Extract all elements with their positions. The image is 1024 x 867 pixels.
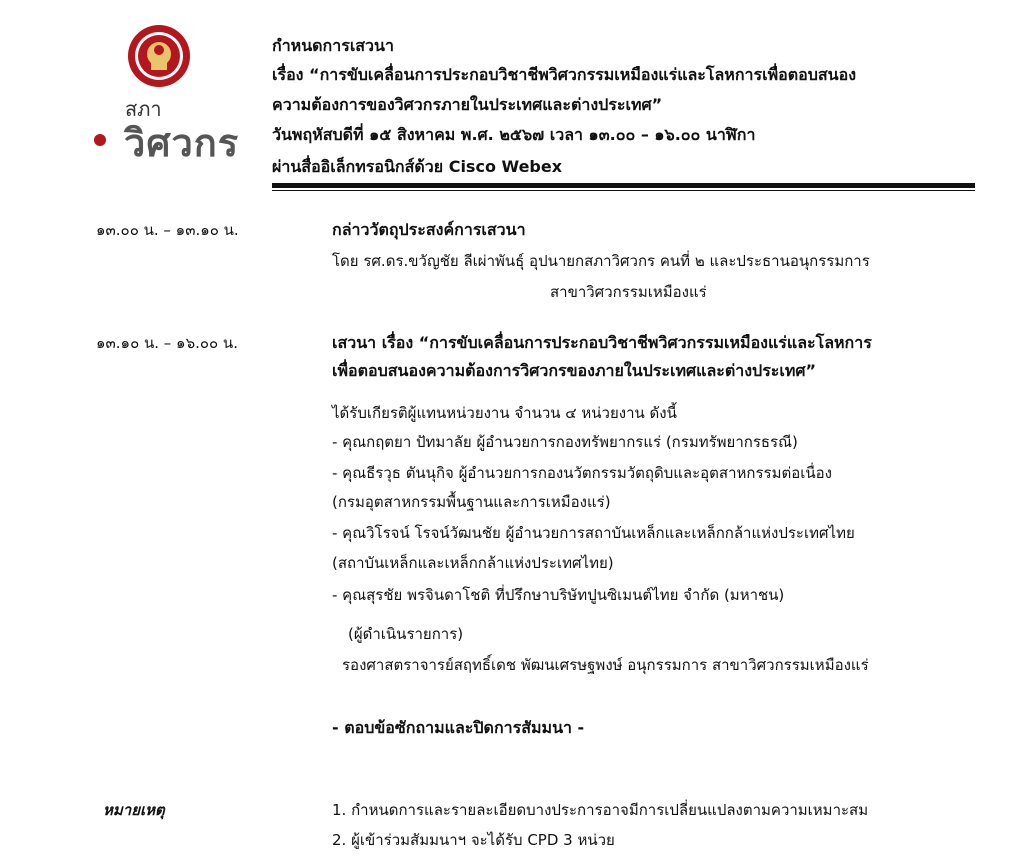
moderator-name: รองศาสตราจารย์สฤทธิ์เดช พัฒนเศรษฐพงษ์ อนุกรรมการ สาขาวิศวกรรมเหมืองแร่ [342,656,869,674]
schedule-time-2: ๑๓.๑๐ น. – ๑๖.๐๐ น. [96,334,238,352]
speaker-item: - คุณวิโรจน์ โรจน์วัฒนชัย ผู้อำนวยการสถาบันเหล็กและเหล็กกล้าแห่งประเทศไทย [332,524,855,542]
speaker-item: - คุณธีรวุธ ตันนุกิจ ผู้อำนวยการกองนวัตกรรมวัตถุดิบและอุตสาหกรรมต่อเนื่อง [332,464,832,482]
schedule-title-1: กล่าววัตถุประสงค์การเสวนา [332,220,526,239]
note-item: 2. ผู้เข้าร่วมสัมมนาฯ จะได้รับ CPD 3 หน่วย [332,831,615,849]
notes-label: หมายเหตุ [103,801,165,819]
schedule-speaker-1-cont: สาขาวิศวกรรมเหมืองแร่ [550,283,707,301]
speaker-item-cont: (กรมอุตสาหกรรมพื้นฐานและการเหมืองแร่) [332,493,611,511]
header-rule-thick [272,183,975,188]
speaker-item: - คุณกฤตยา ปัทมาลัย ผู้อำนวยการกองทรัพยากรแร่ (กรมทรัพยากรธรณี) [332,433,798,451]
moderator-label: (ผู้ดำเนินรายการ) [348,625,464,643]
header-date: วันพฤหัสบดีที่ ๑๕ สิงหาคม พ.ศ. ๒๕๖๗ เวลา ๑๓.๐๐ – ๑๖.๐๐ นาฬิกา [272,125,756,144]
closing-session: - ตอบข้อซักถามและปิดการสัมมนา - [332,718,585,737]
schedule-time-1: ๑๓.๐๐ น. – ๑๓.๑๐ น. [96,221,239,239]
note-item: 1. กำหนดการและรายละเอียดบางประการอาจมีการเปลี่ยนแปลงตามความเหมาะสม [332,801,869,819]
header-subject: เรื่อง “การขับเคลื่อนการประกอบวิชาชีพวิศวกรรมเหมืองแร่และโลหการเพื่อตอบสนอง [272,65,857,84]
header-rule-thin [272,190,975,191]
speaker-item: - คุณสุรชัย พรจินดาโชติ ที่ปรึกษาบริษัทปูนซิเมนต์ไทย จำกัด (มหาชน) [332,586,785,604]
header-platform: ผ่านสื่ออิเล็กทรอนิกส์ด้วย Cisco Webex [272,157,563,176]
logo-dot [94,134,106,146]
logo-text-wisawakorn: วิศวกร [124,121,240,165]
speakers-intro: ได้รับเกียรติผู้แทนหน่วยงาน จำนวน ๔ หน่วยงาน ดังนี้ [332,404,677,422]
schedule-title-2: เสวนา เรื่อง “การขับเคลื่อนการประกอบวิชาชีพวิศวกรรมเหมืองแร่และโลหการ [332,333,872,352]
schedule-title-2-cont: เพื่อตอบสนองความต้องการวิศวกรของภายในประเทศและต่างประเทศ” [332,361,817,380]
council-seal-logo [127,24,191,88]
header-title: กำหนดการเสวนา [272,36,394,55]
schedule-speaker-1: โดย รศ.ดร.ขวัญชัย ลีเผ่าพันธุ์ อุปนายกสภาวิศวกร คนที่ ๒ และประธานอนุกรรมการ [332,252,870,270]
header-subject-cont: ความต้องการของวิศวกรภายในประเทศและต่างประเทศ” [272,95,663,114]
logo-text-sapha: สภา [125,97,162,121]
speaker-item-cont: (สถาบันเหล็กและเหล็กกล้าแห่งประเทศไทย) [332,554,614,572]
